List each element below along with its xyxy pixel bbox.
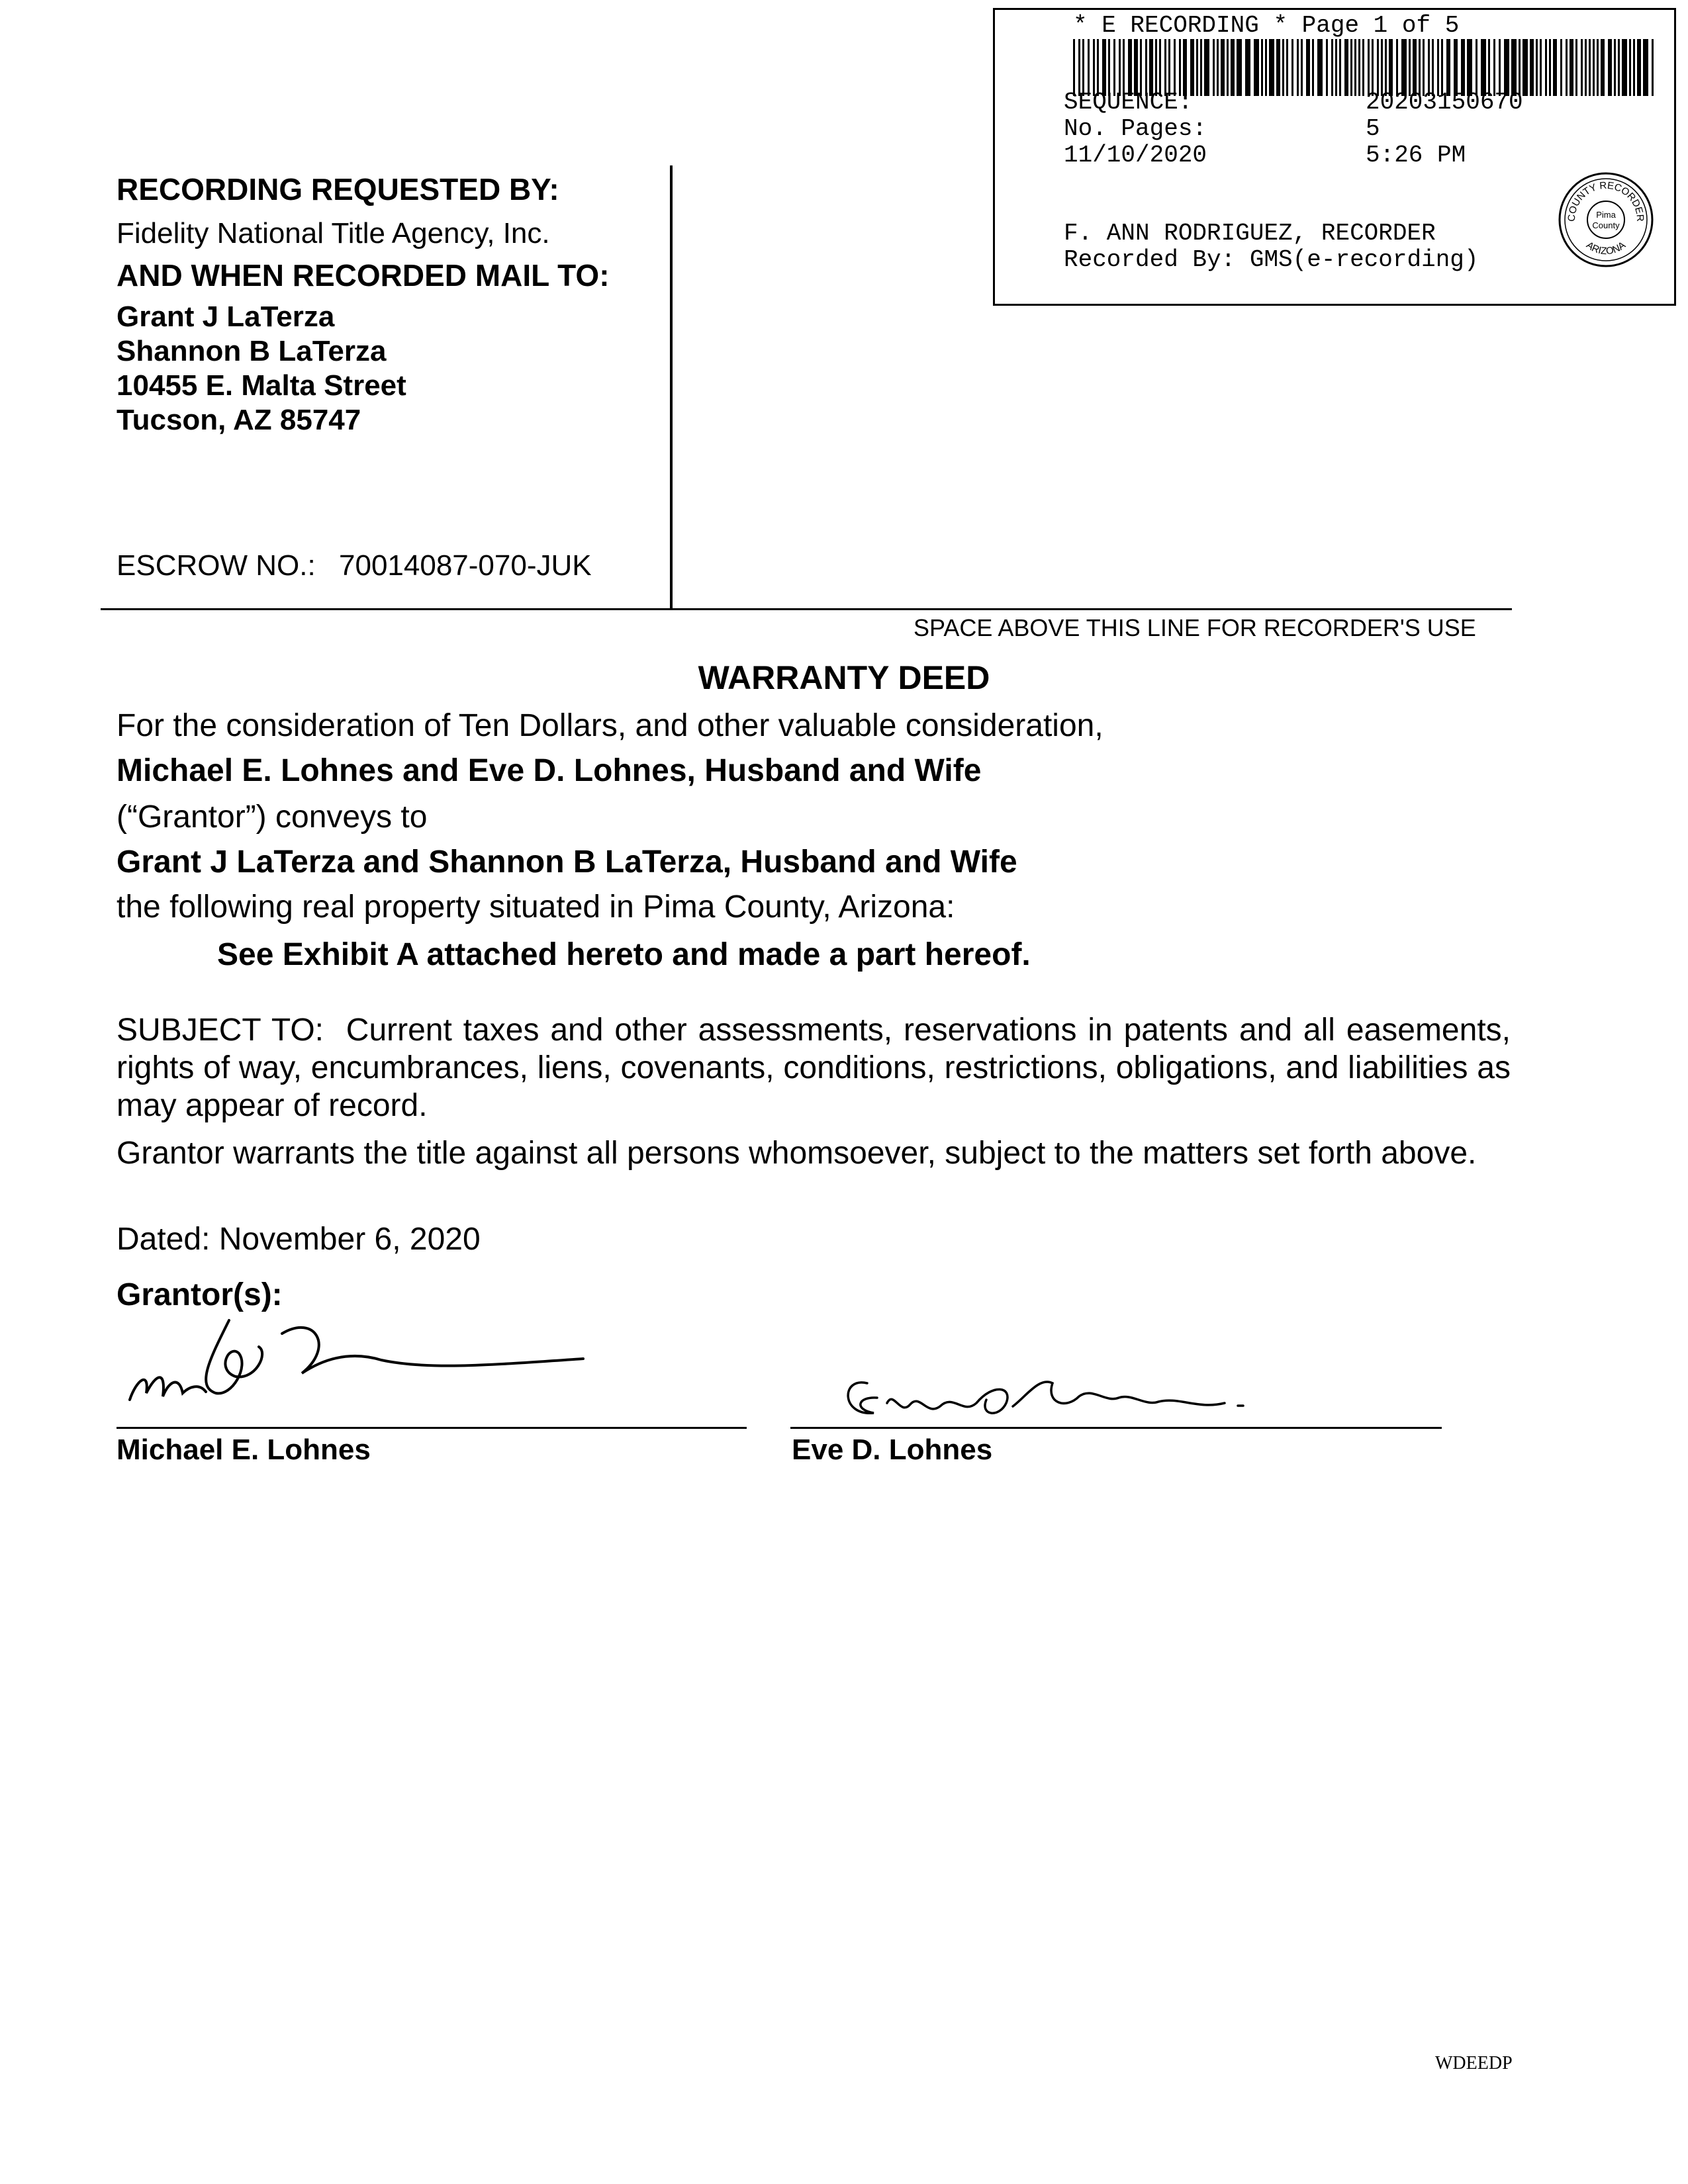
barcode-bar xyxy=(1093,39,1095,96)
barcode-bar xyxy=(1575,39,1577,96)
barcode-bar xyxy=(1377,39,1379,96)
barcode-bar xyxy=(1362,39,1364,96)
grantee-names: Grant J LaTerza and Shannon B LaTerza, Husband and Wife xyxy=(117,844,1017,880)
barcode-bar xyxy=(1254,39,1259,96)
barcode-bar xyxy=(1476,39,1477,96)
consideration-text: For the consideration of Ten Dollars, and other valuable consideration, xyxy=(117,708,1103,743)
barcode-bar xyxy=(1196,39,1198,96)
barcode-bar xyxy=(1113,39,1115,96)
seal-center-text-1: Pima xyxy=(1596,210,1616,220)
signature-line-1 xyxy=(117,1427,747,1429)
warranty-paragraph: Grantor warrants the title against all persons whomsoever, subject to the matters set forth above. xyxy=(117,1136,1477,1171)
barcode-bar xyxy=(1217,39,1219,96)
barcode-bar xyxy=(1589,39,1591,96)
recording-header: * E RECORDING * Page 1 of 5 xyxy=(1073,12,1460,39)
barcode-bar xyxy=(1601,39,1605,96)
barcode-bar xyxy=(1530,39,1534,96)
barcode-bar xyxy=(1570,39,1573,96)
barcode-bar xyxy=(1073,39,1075,96)
exhibit-reference: See Exhibit A attached hereto and made a part hereof. xyxy=(217,937,1031,972)
barcode-bar xyxy=(1622,39,1627,96)
barcode-bar xyxy=(1221,39,1225,96)
barcode-bar xyxy=(1301,39,1303,96)
barcode-bar xyxy=(1461,39,1465,96)
barcode-bar xyxy=(1614,39,1616,96)
barcode-bar xyxy=(1488,39,1490,96)
barcode-bar xyxy=(1428,39,1430,96)
barcode-bar xyxy=(1432,39,1434,96)
escrow-number: 70014087-070-JUK xyxy=(339,549,592,582)
barcode-bar xyxy=(1633,39,1635,96)
barcode-bar xyxy=(1082,39,1084,96)
barcode-bar xyxy=(1183,39,1187,96)
barcode-bar xyxy=(1339,39,1341,96)
barcode-bar xyxy=(1401,39,1407,96)
barcode-bar xyxy=(1481,39,1486,96)
barcode-bar xyxy=(1419,39,1421,96)
barcode-bar xyxy=(1276,39,1280,96)
barcode-bar xyxy=(1149,39,1153,96)
grantors-label: Grantor(s): xyxy=(117,1277,283,1312)
barcode-bar xyxy=(1441,39,1443,96)
barcode-bar xyxy=(1540,39,1542,96)
barcode-bar xyxy=(1078,39,1080,96)
barcode-bar xyxy=(1597,39,1599,96)
barcode-bar xyxy=(1545,39,1547,96)
barcode-bar xyxy=(1643,39,1648,96)
svg-text:ARIZONA xyxy=(1584,240,1628,257)
barcode-bar xyxy=(1593,39,1595,96)
requested-by-name: Fidelity National Title Agency, Inc. xyxy=(117,217,550,250)
property-text: the following real property situated in Pima County, Arizona: xyxy=(117,889,955,925)
barcode-bar xyxy=(1200,39,1202,96)
barcode-bar xyxy=(1286,39,1288,96)
barcode-bar xyxy=(1504,39,1509,96)
barcode-bar xyxy=(1536,39,1538,96)
barcode-bar xyxy=(1159,39,1161,96)
barcode-bar xyxy=(1102,39,1106,96)
mail-to-line: Shannon B LaTerza xyxy=(117,335,387,367)
barcode-bar xyxy=(1389,39,1393,96)
dated-text: Dated: November 6, 2020 xyxy=(117,1222,481,1257)
barcode-bar xyxy=(1174,39,1176,96)
signature-line-2 xyxy=(790,1427,1442,1429)
barcode-bar xyxy=(1358,39,1360,96)
barcode-bar xyxy=(1423,39,1425,96)
barcode-bar xyxy=(1317,39,1323,96)
recorder-use-note: SPACE ABOVE THIS LINE FOR RECORDER'S USE xyxy=(914,614,1476,641)
barcode-bar xyxy=(1190,39,1194,96)
signer-1-name: Michael E. Lohnes xyxy=(117,1433,371,1466)
requested-by-label: RECORDING REQUESTED BY: xyxy=(117,172,559,206)
pages-value: 5 xyxy=(1366,115,1380,142)
recorder-space-line xyxy=(101,608,1512,610)
recorded-by: Recorded By: GMS(e-recording) xyxy=(1064,246,1479,273)
barcode-bar xyxy=(1409,39,1411,96)
recorder-stamp-box xyxy=(993,8,1676,306)
seal-bottom-text: ARIZONA xyxy=(1584,239,1628,257)
barcode-bar xyxy=(1523,39,1528,96)
barcode-bar xyxy=(1581,39,1583,96)
barcode-bar xyxy=(1413,39,1417,96)
barcode-bar xyxy=(1618,39,1620,96)
barcode-bar xyxy=(1629,39,1631,96)
barcode-bar xyxy=(1179,39,1181,96)
grantor-names: Michael E. Lohnes and Eve D. Lohnes, Husband and Wife xyxy=(117,753,982,788)
form-code: WDEEDP xyxy=(1435,2053,1513,2073)
barcode-bar xyxy=(1088,39,1090,96)
barcode-bar xyxy=(1265,39,1267,96)
mail-to-line: Grant J LaTerza xyxy=(117,300,335,333)
barcode-bar xyxy=(1164,39,1166,96)
mail-to-line: 10455 E. Malta Street xyxy=(117,369,406,402)
barcode-bar xyxy=(1312,39,1314,96)
barcode-bar xyxy=(1291,39,1293,96)
barcode-bar xyxy=(1493,39,1495,96)
barcode-bar xyxy=(1396,39,1398,96)
barcode-bar xyxy=(1231,39,1235,96)
barcode xyxy=(1073,39,1656,96)
deed-title: WARRANTY DEED xyxy=(698,659,990,696)
subject-to-paragraph: SUBJECT TO: Current taxes and other assessments, reservations in patents and all easements, rights of way, encumbrances, liens, covenants, conditions, restrictions, obligations, and liabilities as may appear of record. xyxy=(117,1013,1520,1123)
barcode-bar xyxy=(1123,39,1125,96)
barcode-bar xyxy=(1585,39,1587,96)
barcode-bar xyxy=(1553,39,1557,96)
signature-michael-lohnes-icon xyxy=(117,1307,593,1426)
barcode-bar xyxy=(1155,39,1157,96)
barcode-bar xyxy=(1381,39,1383,96)
barcode-bar xyxy=(1335,39,1337,96)
seal-center-text-2: County xyxy=(1592,220,1620,230)
barcode-bar xyxy=(1261,39,1263,96)
barcode-bar xyxy=(1237,39,1242,96)
signature-eve-lohnes-icon xyxy=(827,1357,1291,1430)
header-divider-vertical xyxy=(670,165,673,609)
barcode-bar xyxy=(1140,39,1142,96)
barcode-bar xyxy=(1454,39,1458,96)
barcode-bar xyxy=(1566,39,1568,96)
barcode-bar xyxy=(1467,39,1472,96)
barcode-bar xyxy=(1549,39,1551,96)
recording-time: 5:26 PM xyxy=(1366,142,1466,169)
barcode-bar xyxy=(1269,39,1274,96)
barcode-bar xyxy=(1344,39,1348,96)
barcode-bar xyxy=(1108,39,1110,96)
county-recorder-seal-icon xyxy=(1556,170,1656,269)
barcode-bar xyxy=(1097,39,1099,96)
sequence-value: 20203150670 xyxy=(1366,89,1523,116)
barcode-bar xyxy=(1145,39,1147,96)
barcode-bar xyxy=(1134,39,1138,96)
mail-to-label: AND WHEN RECORDED MAIL TO: xyxy=(117,258,610,293)
barcode-bar xyxy=(1560,39,1562,96)
barcode-bar xyxy=(1652,39,1654,96)
recording-date: 11/10/2020 xyxy=(1064,142,1207,169)
sequence-label: SEQUENCE: xyxy=(1064,89,1193,116)
barcode-bar xyxy=(1213,39,1215,96)
barcode-bar xyxy=(1372,39,1374,96)
barcode-bar xyxy=(1608,39,1612,96)
barcode-bar xyxy=(1368,39,1370,96)
seal-top-text: COUNTY RECORDER xyxy=(1566,179,1646,222)
barcode-bar xyxy=(1168,39,1170,96)
barcode-bar xyxy=(1499,39,1501,96)
barcode-bar xyxy=(1385,39,1387,96)
barcode-bar xyxy=(1326,39,1328,96)
barcode-bar xyxy=(1297,39,1299,96)
pages-label: No. Pages: xyxy=(1064,115,1207,142)
barcode-bar xyxy=(1511,39,1517,96)
barcode-bar xyxy=(1437,39,1439,96)
barcode-bar xyxy=(1282,39,1284,96)
barcode-bar xyxy=(1119,39,1121,96)
barcode-bar xyxy=(1637,39,1641,96)
barcode-bar xyxy=(1446,39,1450,96)
barcode-bar xyxy=(1350,39,1352,96)
barcode-bar xyxy=(1354,39,1356,96)
barcode-bar xyxy=(1227,39,1229,96)
barcode-bar xyxy=(1245,39,1250,96)
barcode-bar xyxy=(1204,39,1209,96)
escrow-label: ESCROW NO.: xyxy=(117,549,316,582)
signer-2-name: Eve D. Lohnes xyxy=(792,1433,993,1466)
barcode-bar xyxy=(1128,39,1132,96)
mail-to-line: Tucson, AZ 85747 xyxy=(117,404,361,436)
barcode-bar xyxy=(1331,39,1333,96)
barcode-bar xyxy=(1306,39,1310,96)
barcode-bar xyxy=(1519,39,1521,96)
recorder-name: F. ANN RODRIGUEZ, RECORDER xyxy=(1064,220,1436,247)
conveys-text: (“Grantor”) conveys to xyxy=(117,799,428,835)
